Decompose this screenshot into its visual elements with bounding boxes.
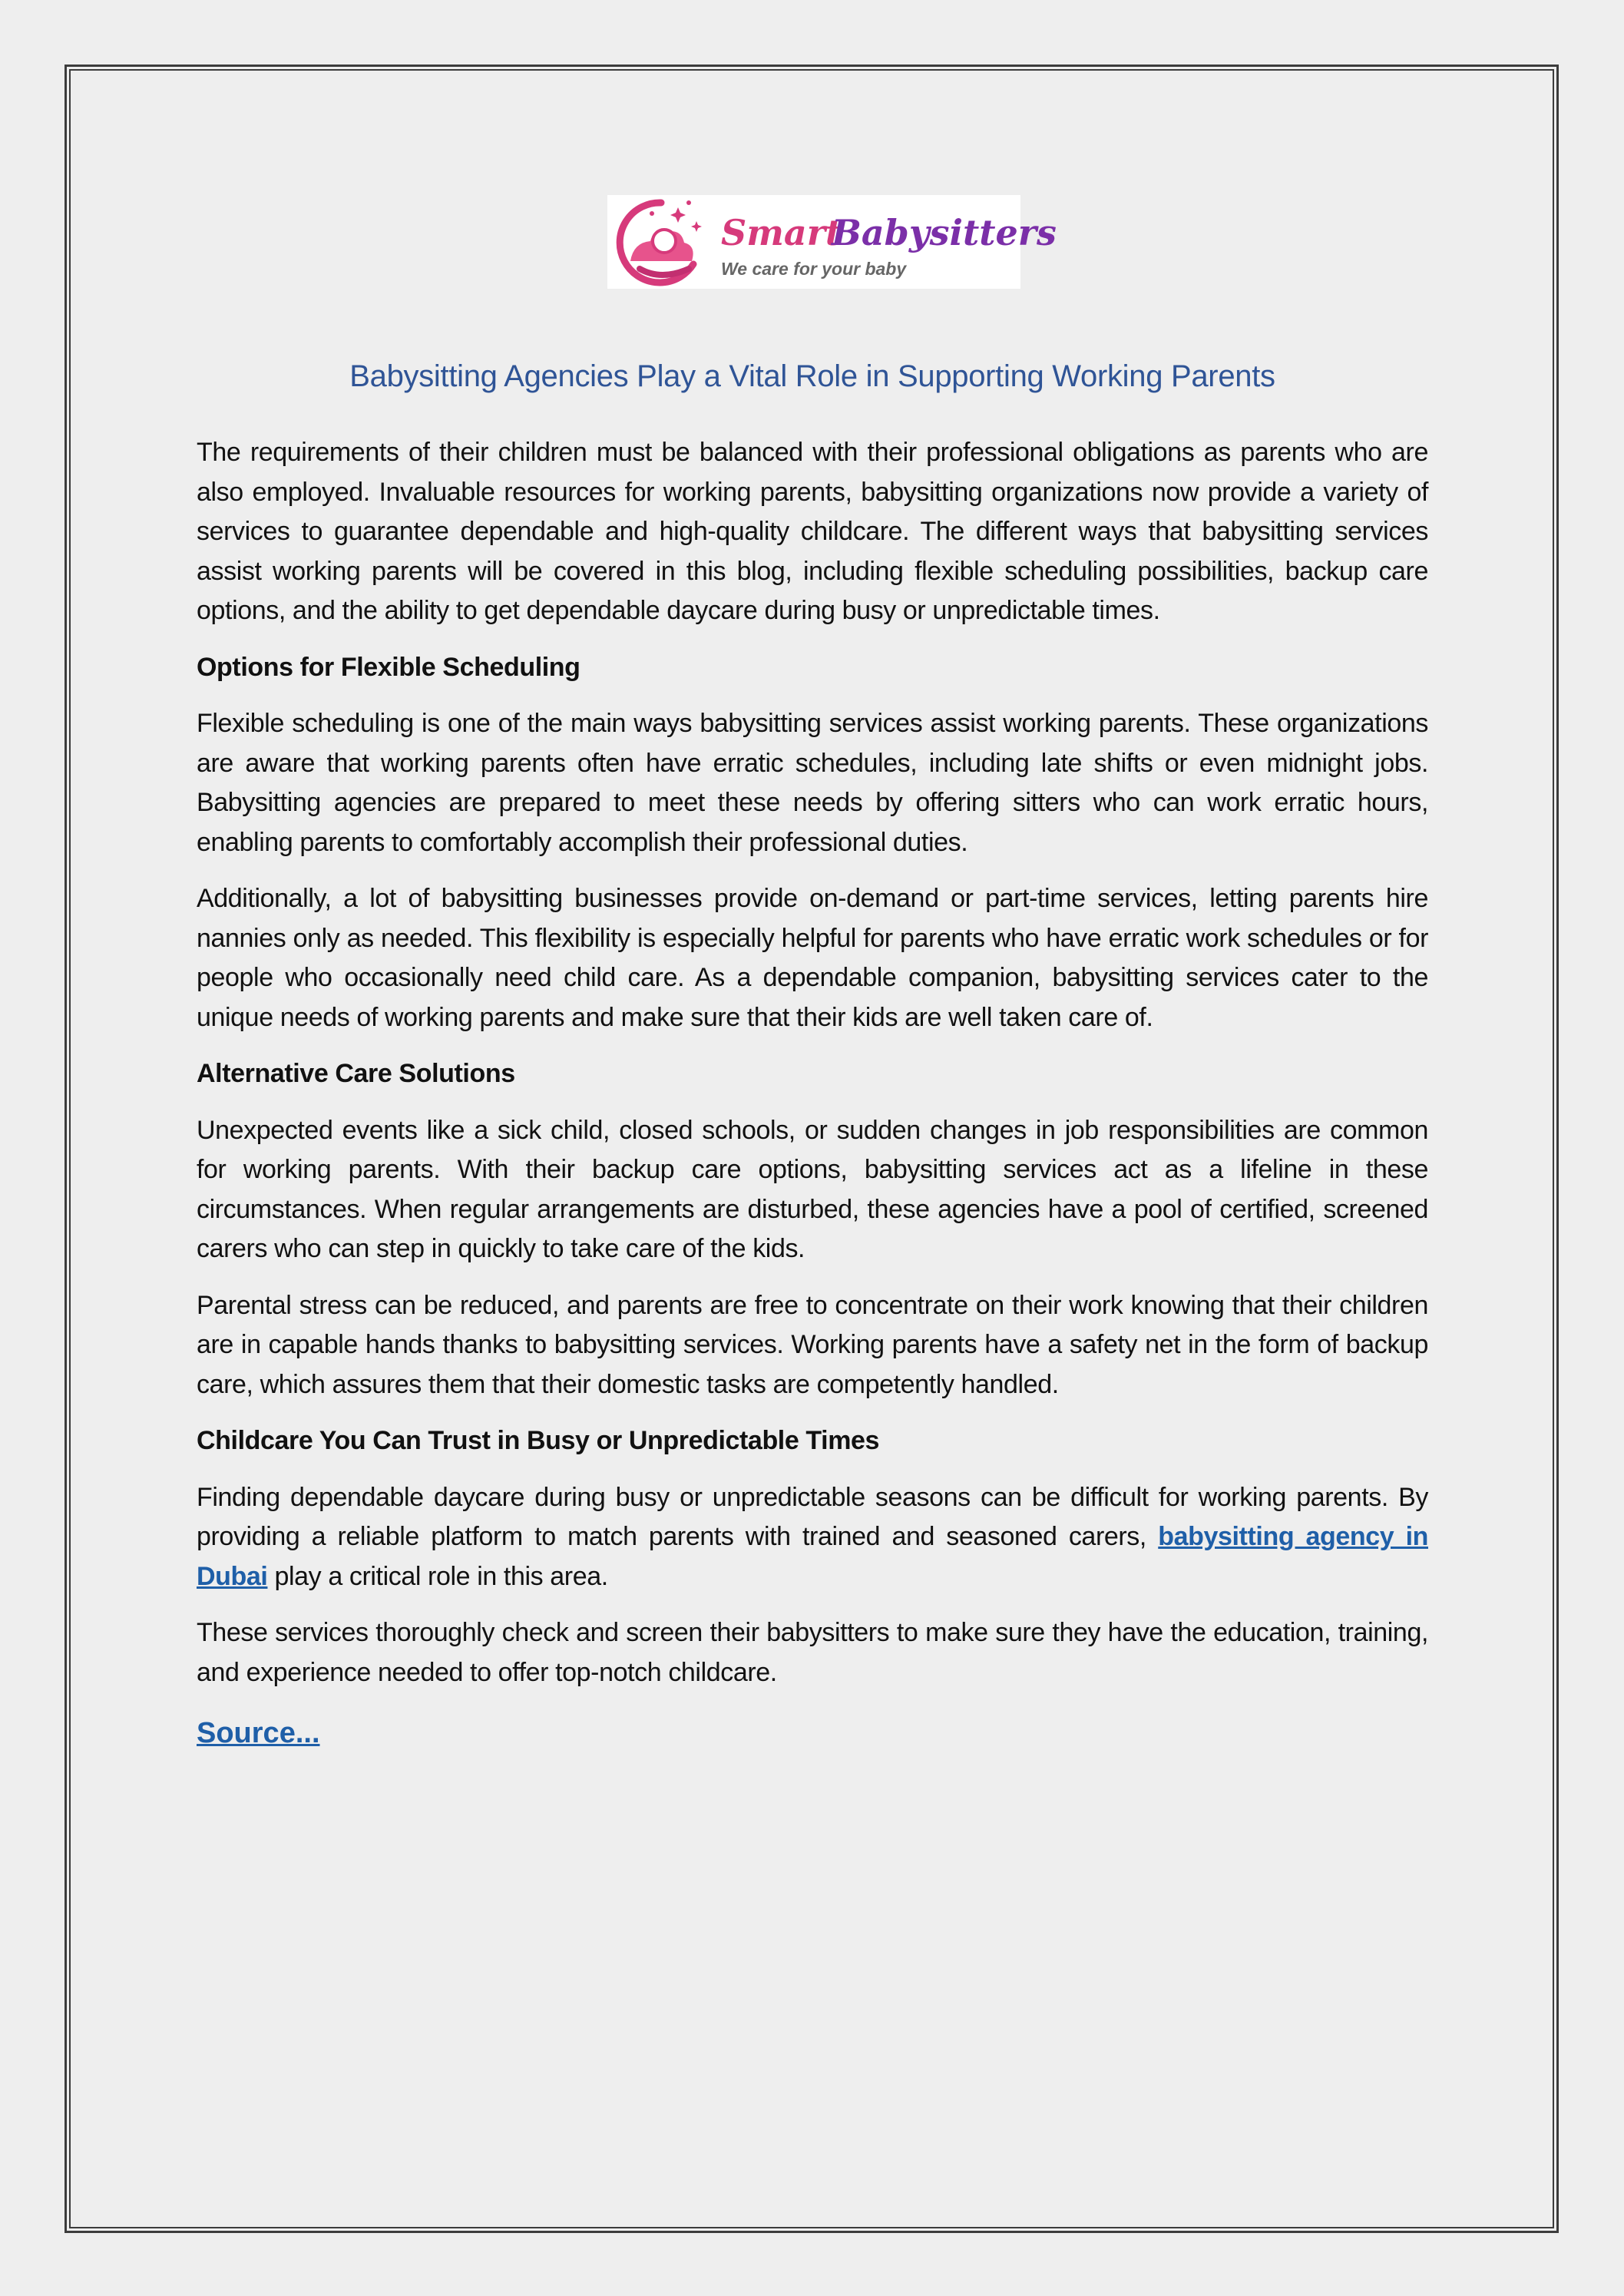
- section-paragraph-with-link: [197, 1478, 1428, 1597]
- document-title: Babysitting Agencies Play a Vital Role in Supporting Working Parents: [349, 359, 1275, 393]
- section-paragraph: Additionally, a lot of babysitting businesses provide on-demand or part-time services, letting parents hire nannies only as needed. This flexibility is especially helpful for parents who have erratic work schedules or for people who occasionally need child care. As a dependable companion, babysitting services cater to the unique needs of working parents and make sure that their kids are well taken care of.: [197, 884, 1428, 1032]
- source-link[interactable]: Source...: [197, 1717, 320, 1749]
- logo-tagline: We care for your baby: [721, 259, 907, 279]
- logo-brand-smart: Smart: [721, 212, 842, 253]
- intro-paragraph: The requirements of their children must be balanced with their professional obligations as parents who are also employed. Invaluable resources for working parents, babysitting organizations now provide a variety of services to guarantee dependable and high-quality childcare. The different ways that babysitting services assist working parents will be covered in this blog, including flexible scheduling possibilities, backup care options, and the ability to get dependable daycare during busy or unpredictable times.: [197, 438, 1428, 625]
- section-heading-alternative-care: Alternative Care Solutions: [197, 1059, 515, 1088]
- section-heading-flexible-scheduling: Options for Flexible Scheduling: [197, 652, 580, 682]
- document-body: [197, 353, 1428, 1754]
- paragraph-text: Finding dependable daycare during busy or unpredictable seasons can be difficult for working parents. By providing a reliable platform to match parents with trained and seasoned carers,: [197, 1482, 1428, 1551]
- section-heading-trusted-childcare: Childcare You Can Trust in Busy or Unpredictable Times: [197, 1426, 880, 1455]
- logo-brand-babysitters: Babysitters: [832, 212, 1057, 253]
- smart-babysitters-logo: [607, 195, 1057, 289]
- baby-cloud-icon: [620, 200, 702, 283]
- section-paragraph: Parental stress can be reduced, and parents are free to concentrate on their work knowing that their children are in capable hands thanks to babysitting services. Working parents have a safety net in the form of backup care, which assures them that their domestic tasks are competently handled.: [197, 1290, 1428, 1399]
- section-paragraph: These services thoroughly check and screen their babysitters to make sure they have the education, training, and experience needed to offer top-notch childcare.: [197, 1618, 1428, 1687]
- babysitting-agency-dubai-link[interactable]: babysitting agency in Dubai: [197, 1522, 1428, 1591]
- paragraph-text: play a critical role in this area.: [267, 1561, 608, 1591]
- section-paragraph: Unexpected events like a sick child, closed schools, or sudden changes in job responsibilities are common for working parents. With their backup care options, babysitting services act as a lifeline in these circumstances. When regular arrangements are disturbed, these agencies have a pool of certified, screened carers who can step in quickly to take care of the kids.: [197, 1115, 1428, 1263]
- section-paragraph: Flexible scheduling is one of the main ways babysitting services assist working parents. These organizations are aware that working parents often have erratic schedules, including late shifts or even midnight jobs. Babysitting agencies are prepared to meet these needs by offering sitters who can work erratic hours, enabling parents to comfortably accomplish their professional duties.: [197, 709, 1428, 857]
